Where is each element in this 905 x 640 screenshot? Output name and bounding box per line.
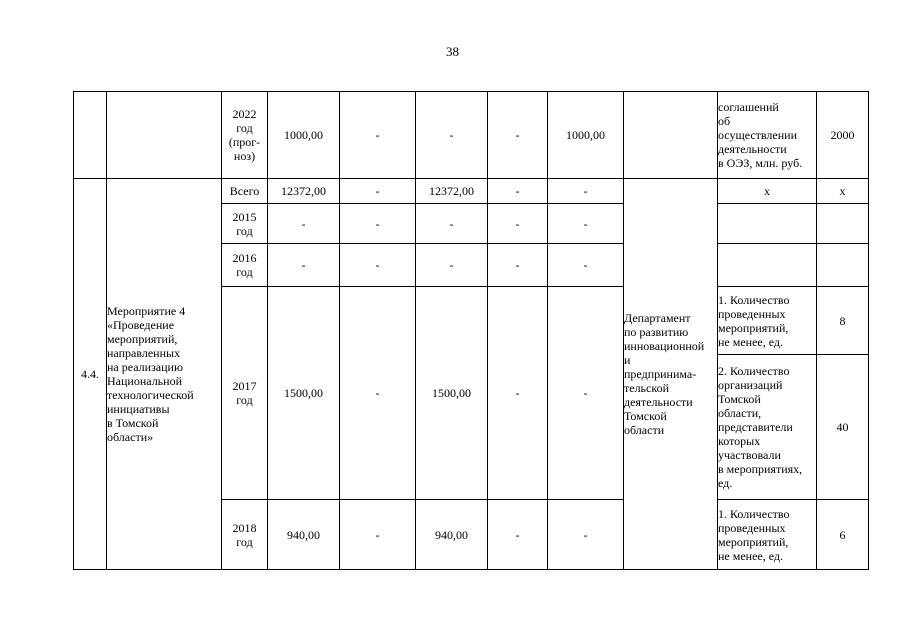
table-cell	[107, 92, 222, 179]
year-cell: 2018 год	[222, 500, 268, 570]
indicator-cell: x	[718, 179, 817, 204]
federal-cell: -	[340, 287, 416, 500]
extra-budget-cell: -	[548, 500, 624, 570]
extra-budget-cell: -	[548, 204, 624, 244]
indicator-cell	[718, 244, 817, 287]
total-cell: 940,00	[268, 500, 340, 570]
table-row	[74, 92, 869, 179]
indicator-value-cell: 6	[817, 500, 869, 570]
local-cell: -	[488, 179, 548, 204]
indicator-cell: 1. Количество проведенных мероприятий, не менее, ед.	[718, 287, 817, 355]
page-number: 38	[446, 44, 459, 59]
year-cell: 2017 год	[222, 287, 268, 500]
extra-budget-cell: 1000,00	[548, 92, 624, 179]
regional-cell: -	[416, 244, 488, 287]
item-name-cell: Мероприятие 4 «Проведение мероприятий, направленных на реализацию Национальной технологической инициативы в Томской области»	[107, 179, 222, 570]
indicator-value-cell: 40	[817, 355, 869, 500]
indicator-value-cell	[817, 204, 869, 244]
indicator-cell: 2. Количество организаций Томской области, представители которых участвовали в мероприятиях, ед.	[718, 355, 817, 500]
total-cell: -	[268, 244, 340, 287]
federal-cell: -	[340, 244, 416, 287]
local-cell: -	[488, 244, 548, 287]
indicator-value-cell: 8	[817, 287, 869, 355]
table-row	[74, 179, 869, 204]
total-cell: -	[268, 204, 340, 244]
total-cell: 1500,00	[268, 287, 340, 500]
extra-budget-cell: -	[548, 244, 624, 287]
total-cell: 12372,00	[268, 179, 340, 204]
extra-budget-cell: -	[548, 287, 624, 500]
indicator-value-cell: x	[817, 179, 869, 204]
regional-cell: 12372,00	[416, 179, 488, 204]
local-cell: -	[488, 287, 548, 500]
indicator-value-cell	[817, 244, 869, 287]
indicator-cell	[718, 204, 817, 244]
local-cell: -	[488, 92, 548, 179]
executor-cell: Департамент по развитию инновационной и предпринима- тельской деятельности Томской области	[624, 179, 718, 570]
year-cell: 2022 год (прог- ноз)	[222, 92, 268, 179]
table-cell	[74, 92, 107, 179]
regional-cell: -	[416, 204, 488, 244]
indicator-cell: соглашений об осуществлении деятельности в ОЭЗ, млн. руб.	[718, 92, 817, 179]
item-number-cell: 4.4.	[74, 179, 107, 570]
extra-budget-cell: -	[548, 179, 624, 204]
federal-cell: -	[340, 204, 416, 244]
executor-cell	[624, 92, 718, 179]
federal-cell: -	[340, 92, 416, 179]
program-table	[73, 91, 869, 570]
indicator-value-cell: 2000	[817, 92, 869, 179]
regional-cell: -	[416, 92, 488, 179]
local-cell: -	[488, 204, 548, 244]
year-cell: 2016 год	[222, 244, 268, 287]
year-cell: 2015 год	[222, 204, 268, 244]
federal-cell: -	[340, 179, 416, 204]
regional-cell: 1500,00	[416, 287, 488, 500]
regional-cell: 940,00	[416, 500, 488, 570]
local-cell: -	[488, 500, 548, 570]
federal-cell: -	[340, 500, 416, 570]
indicator-cell: 1. Количество проведенных мероприятий, не менее, ед.	[718, 500, 817, 570]
year-cell: Всего	[222, 179, 268, 204]
total-cell: 1000,00	[268, 92, 340, 179]
